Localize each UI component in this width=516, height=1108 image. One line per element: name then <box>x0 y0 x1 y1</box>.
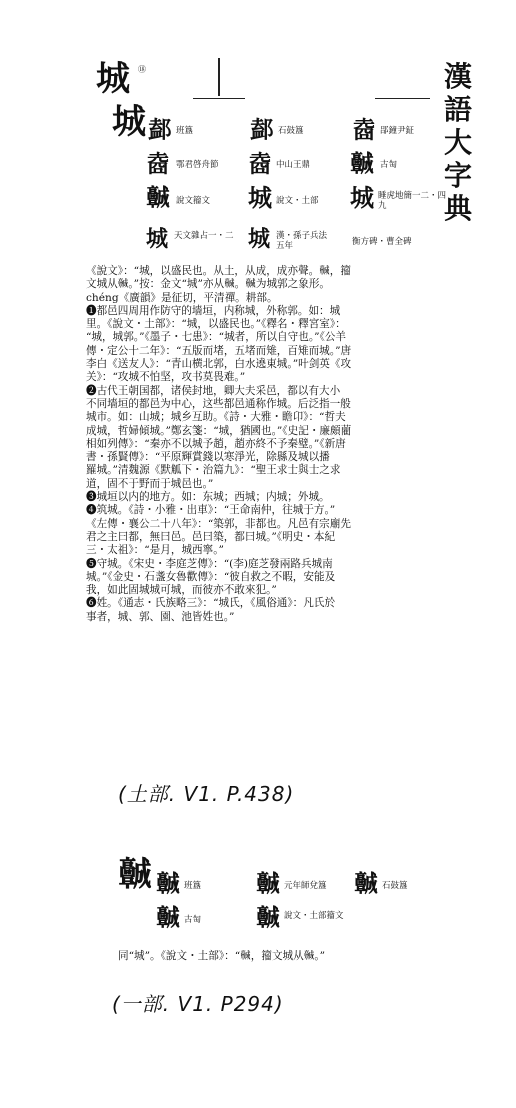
header-rule-right <box>375 98 430 99</box>
ancient-form-glyph: 城 <box>248 226 271 252</box>
definition-line: 城市。如：山城；城乡互助。《詩・大雅・瞻卬》：“哲夫 <box>86 411 346 424</box>
variant-definition: 同“城”。《說文・土部》：“𩫨，籀文城从𩫨。” <box>118 950 326 962</box>
ancient-form-label: 元年師兌簋 <box>284 881 327 891</box>
ancient-form-glyph: 𩫨 <box>350 149 374 178</box>
ancient-form-label: 石鼓簋 <box>382 881 408 891</box>
ancient-form-glyph: 𨜴 <box>250 115 274 144</box>
definition-line: 相如列傳》：“秦亦不以城予趙，趙亦終不予秦璧。”《新唐 <box>86 437 346 450</box>
ancient-form-glyph: 𩫨 <box>256 903 280 932</box>
ancient-form-label: 鄂君啓舟節 <box>176 160 219 170</box>
ancient-form-label: 古匋 <box>380 160 398 170</box>
definition-line: 羅城。”清魏源《默觚下・治篇九》：“聖王求士與士之求 <box>86 464 341 477</box>
definition-line: ❻姓。《通志・氏族略三》：“城氏，《風俗通》：凡氏於 <box>86 597 336 610</box>
side-title-char: 語 <box>443 93 472 127</box>
definition-line: 文城从𩫨。”按：金文“城”亦从𩫨。𩫨为城郭之象形。 <box>86 278 331 291</box>
ancient-form-glyph: 𩫨 <box>156 869 180 898</box>
ancient-form-label: 漢・孫子兵法五年 <box>276 231 328 251</box>
side-title-char: 漢 <box>443 60 472 93</box>
definition-line: 書・孫賢傳》：“平原輝賞錢以寒淨光，除縣及城以播 <box>86 451 330 464</box>
ancient-form-label: 中山王鼎 <box>276 160 311 170</box>
ancient-form-glyph: 𨜴 <box>148 115 172 144</box>
ancient-form-label: 衡方碑・曹全碑 <box>352 237 412 247</box>
ancient-form-glyph: 城 <box>350 183 374 212</box>
definition-line: 道，固不于野而于城邑也。” <box>86 477 214 490</box>
ancient-form-glyph: 城 <box>248 183 272 212</box>
definition-line: 君之主曰都，無曰邑。邑曰築，都曰城。”《明史・本紀 <box>86 530 336 543</box>
vertical-rule <box>218 58 220 96</box>
ancient-form-glyph: 𡍬 <box>248 149 272 178</box>
ancient-form-label: 班簋 <box>184 881 202 891</box>
ancient-form-glyph: 城 <box>146 226 169 252</box>
side-title-char: 大 <box>443 126 472 160</box>
definition-line: 《說文》：“城，以盛民也。从土，从成，成亦聲。𩫨，籀 <box>86 265 351 277</box>
ancient-form-label: 說文籀文 <box>176 196 211 206</box>
headword-mark: ⑱ <box>138 65 146 74</box>
ancient-form-label: 石鼓簋 <box>278 126 304 136</box>
definition-body <box>86 265 458 624</box>
ancient-form-label: 郘鐘尹鉦 <box>380 126 415 136</box>
definition-line: ❹筑城。《詩・小雅・出車》：“王命南仲，往城于方。” <box>86 504 336 517</box>
ancient-form-label: 天文雜占一・二 <box>174 231 234 241</box>
definition-line: ❶都邑四周用作防守的墙垣，内称城，外称郭。如：城 <box>86 304 341 317</box>
definition-line: 成城，哲婦傾城。”鄭玄箋：“城，猶國也。”《史記・廉頗藺 <box>86 424 352 437</box>
ancient-form-label: 說文・土部籀文 <box>284 911 344 921</box>
definition-line: 不同墙垣的都邑为中心，这些都邑通称作城。后泛指一般 <box>86 397 351 410</box>
variant-main-glyph: 𩫨 <box>118 855 152 895</box>
ancient-form-glyph: 𡍬 <box>352 115 376 144</box>
ancient-form-label: 班簋 <box>176 126 194 136</box>
header-rule-left <box>193 98 245 99</box>
definition-line: 我，如此固城城可城，而彼亦不敢來犯。” <box>86 584 277 597</box>
definition-line: 傳・定公十二年》：“五版而堵，五堵而雉，百雉而城。”唐 <box>86 344 352 357</box>
definition-line: 城。”《金史・石盞女魯歡傳》：“彼自救之不暇，安能及 <box>86 570 336 583</box>
definition-line: ❺守城。《宋史・李庭芝傳》：“(李)庭芝發兩路兵城南 <box>86 557 333 570</box>
ancient-form-label: 睡虎地簡一二・四九 <box>378 191 447 211</box>
definition-line: ❸城垣以内的地方。如：东城；西城；内城；外城。 <box>86 491 330 504</box>
ancient-form-glyph: 𩫨 <box>354 869 378 898</box>
ancient-form-glyph: 𩫨 <box>156 903 180 932</box>
definition-line: 《左傳・襄公二十八年》：“築郭，非都也。凡邑有宗廟先 <box>86 517 351 530</box>
ancient-form-glyph: 𡍬 <box>146 149 170 178</box>
side-title-char: 字 <box>443 159 472 193</box>
definition-line: 事者，城、郭、園、池皆姓也。” <box>86 610 235 623</box>
ancient-form-label: 說文・土部 <box>276 196 319 206</box>
headword: 城 <box>96 59 130 99</box>
side-title-char: 典 <box>443 192 472 226</box>
definition-line: 关》：“攻城不怕坚，攻书莫畏难。” <box>86 371 246 384</box>
definition-line: “城，城郭。”《墨子・七患》：“城者，所以自守也。”《公羊 <box>86 331 347 344</box>
ancient-form-glyph: 𩫨 <box>256 869 280 898</box>
definition-line: 三・太祖》：“是月，城西寧。” <box>86 544 224 557</box>
definition-line: chéng《廣韻》是征切，平清禪。耕部。 <box>86 291 278 304</box>
forms-main-glyph: 城 <box>112 102 146 142</box>
definition-line: 里。《說文・土部》：“城，以盛民也。”《釋名・釋宮室》： <box>86 318 346 331</box>
handwritten-reference-note: (土部. V1. P.438) <box>118 782 295 806</box>
definition-line: ❷古代王朝国都，诸侯封地，卿大夫采邑，都以有大小 <box>86 384 341 397</box>
ancient-form-label: 古匋 <box>184 915 202 925</box>
handwritten-reference-note: (一部. V1. P294) <box>112 992 284 1016</box>
ancient-form-glyph: 𩫨 <box>146 183 170 212</box>
definition-line: 李白《送友人》：“青山横北郭，白水遶東城。”叶剑英《攻 <box>86 358 352 371</box>
